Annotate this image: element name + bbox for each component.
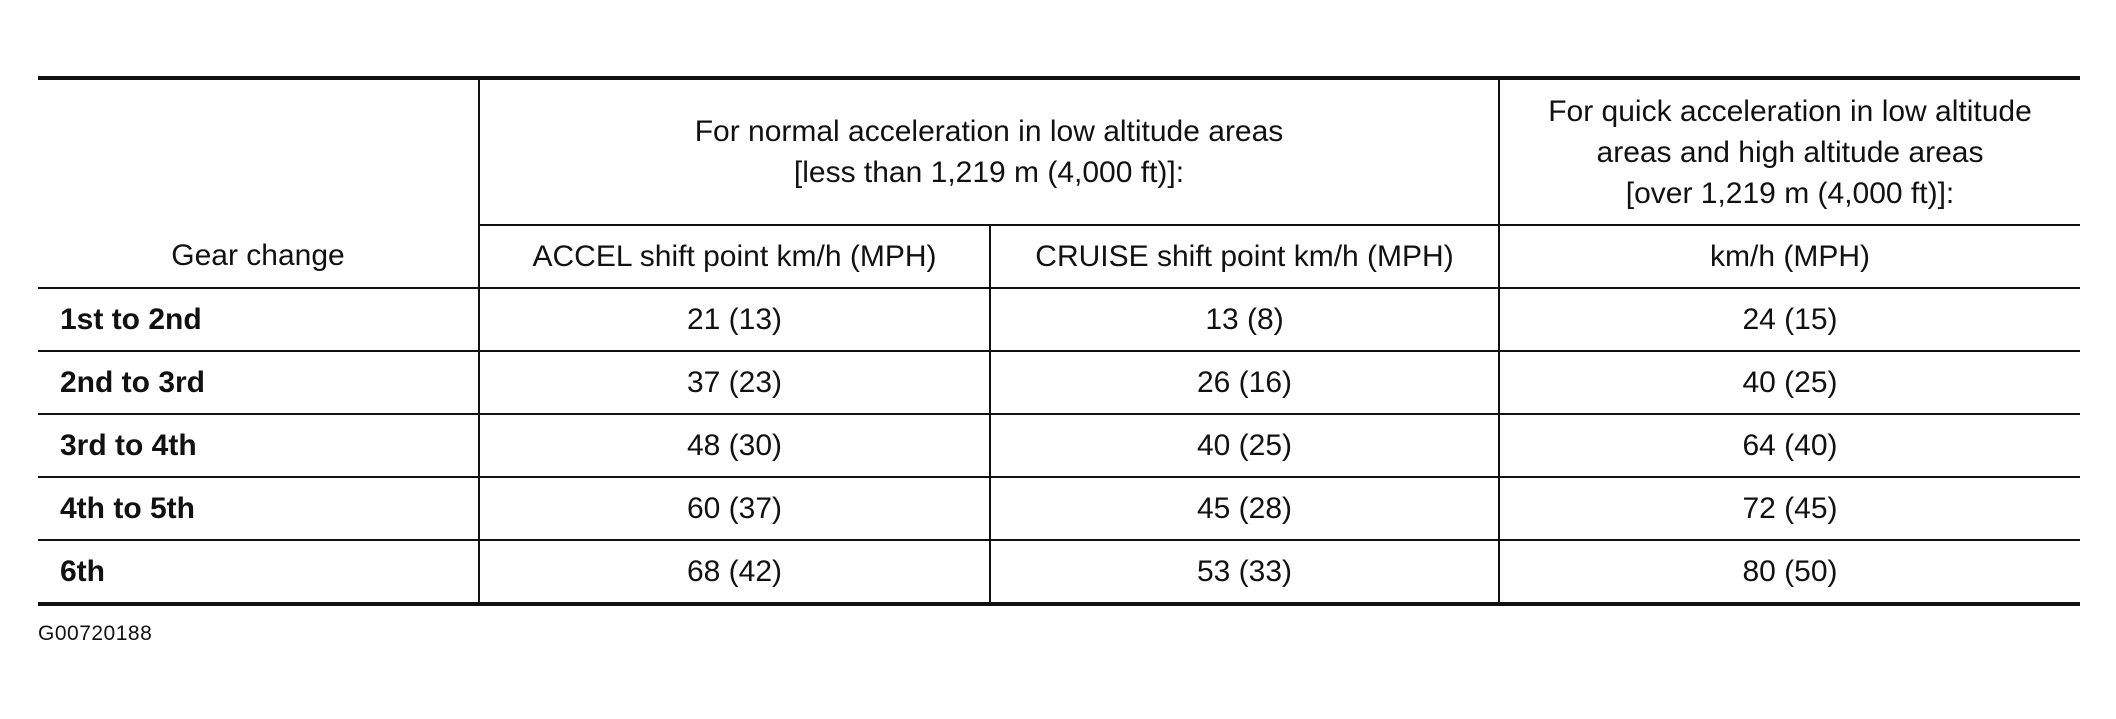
quick-acceleration-group-header <box>1499 78 2080 225</box>
gear-change-cell: 2nd to 3rd <box>38 351 479 414</box>
column-header-quick-speed: km/h (MPH) <box>1499 225 2080 288</box>
shift-point-table <box>38 76 2080 606</box>
accel-value-cell: 48 (30) <box>479 414 990 477</box>
accel-value-cell: 37 (23) <box>479 351 990 414</box>
quick-value-cell: 72 (45) <box>1499 477 2080 540</box>
accel-value-cell: 68 (42) <box>479 540 990 604</box>
cruise-value-cell: 45 (28) <box>990 477 1499 540</box>
figure-id: G00720188 <box>38 622 153 645</box>
gear-change-cell: 4th to 5th <box>38 477 479 540</box>
quick-value-cell: 80 (50) <box>1499 540 2080 604</box>
cruise-value-cell: 40 (25) <box>990 414 1499 477</box>
column-header-gear-change: Gear change <box>38 225 479 288</box>
column-header-accel-shift-point: ACCEL shift point km/h (MPH) <box>479 225 990 288</box>
table-row <box>38 540 2080 604</box>
quick-value-cell: 64 (40) <box>1499 414 2080 477</box>
blank-header-cell <box>38 78 479 225</box>
group-normal-line-2: [less than 1,219 m (4,000 ft)]: <box>793 156 1185 189</box>
table-row <box>38 414 2080 477</box>
group-header-row <box>38 78 2080 225</box>
cruise-value-cell: 53 (33) <box>990 540 1499 604</box>
gear-change-cell: 3rd to 4th <box>38 414 479 477</box>
group-quick-line-1: For quick acceleration in low altitude <box>1548 94 2032 128</box>
gear-change-cell: 6th <box>38 540 479 604</box>
table-row <box>38 477 2080 540</box>
column-header-row <box>38 225 2080 288</box>
group-quick-line-2: areas and high altitude areas <box>1596 135 1984 169</box>
quick-value-cell: 24 (15) <box>1499 288 2080 351</box>
group-normal-line-1: For normal acceleration in low altitude areas <box>694 115 1284 148</box>
normal-acceleration-group-header <box>479 78 1499 225</box>
column-header-cruise-shift-point: CRUISE shift point km/h (MPH) <box>990 225 1499 288</box>
cruise-value-cell: 13 (8) <box>990 288 1499 351</box>
accel-value-cell: 21 (13) <box>479 288 990 351</box>
quick-value-cell: 40 (25) <box>1499 351 2080 414</box>
table-row <box>38 351 2080 414</box>
gear-change-cell: 1st to 2nd <box>38 288 479 351</box>
cruise-value-cell: 26 (16) <box>990 351 1499 414</box>
group-quick-line-3: [over 1,219 m (4,000 ft)]: <box>1625 176 1955 210</box>
accel-value-cell: 60 (37) <box>479 477 990 540</box>
table-row <box>38 288 2080 351</box>
